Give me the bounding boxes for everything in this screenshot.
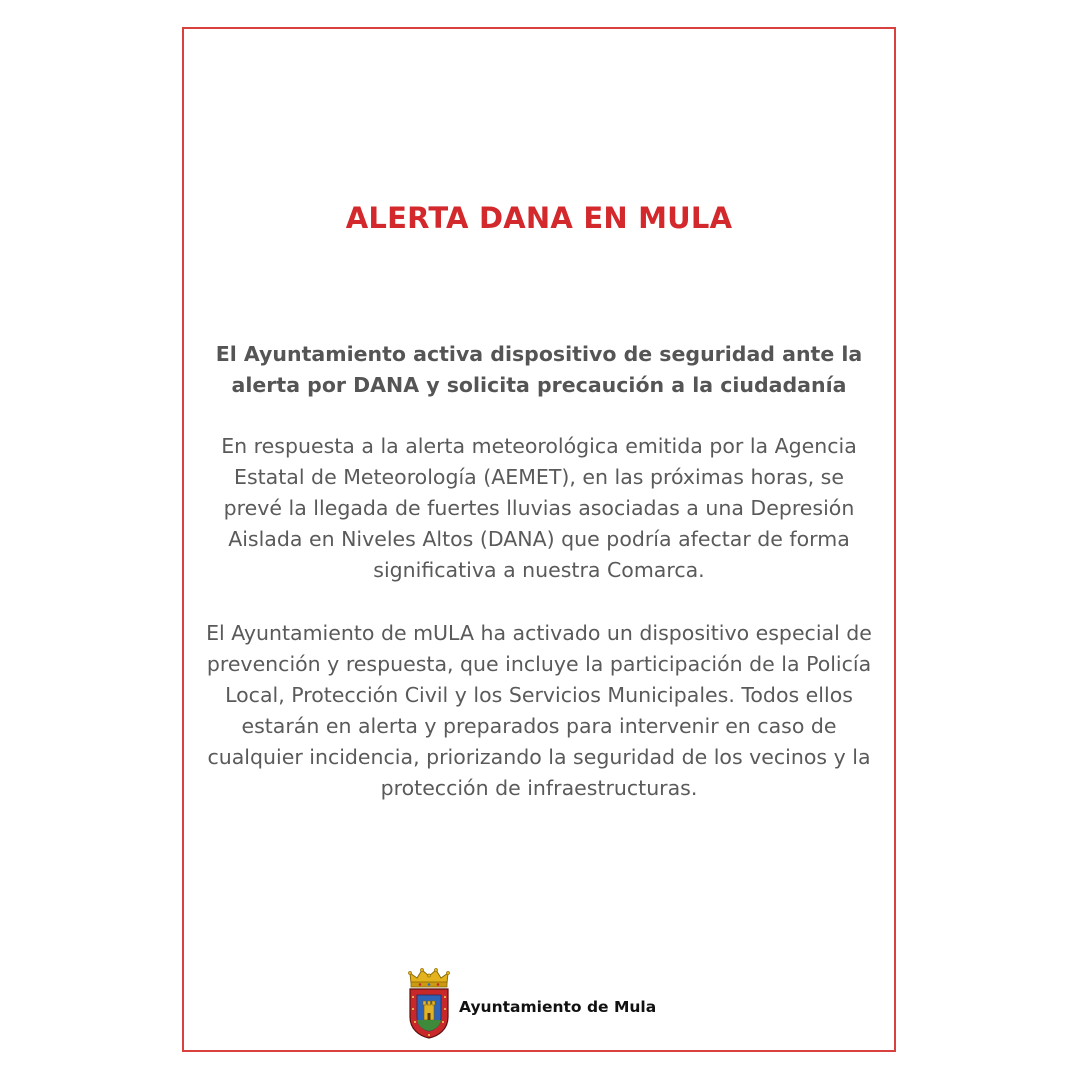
- body-paragraph-2: El Ayuntamiento de mULA ha activado un dispositivo especial de prevención y respuesta, que incluye la participación de la Policía Local, Protección Civil y los Servicios Municipales. Todos ellos estarán en alerta y preparados para intervenir en caso de cualquier incidencia, priorizando la seguridad de los vecinos y la protección de infraestructuras.: [206, 621, 872, 800]
- footer-logo-block: [406, 967, 656, 1039]
- document-subtitle: El Ayuntamiento activa dispositivo de seguridad ante la alerta por DANA y solicita precaución a la ciudadanía: [215, 342, 863, 397]
- footer-label: Ayuntamiento de Mula: [459, 998, 657, 1016]
- body-paragraph-1: En respuesta a la alerta meteorológica emitida por la Agencia Estatal de Meteorología (AEMET), en las próximas horas, se prevé la llegada de fuertes lluvias asociadas a una Depresión Aislada en Niveles Altos (DANA) que podría afectar de forma significativa a nuestra Comarca.: [221, 434, 857, 582]
- municipal-crest-icon: [406, 967, 452, 1039]
- document-title: ALERTA DANA EN MULA: [345, 201, 733, 235]
- document-frame: [182, 27, 896, 1052]
